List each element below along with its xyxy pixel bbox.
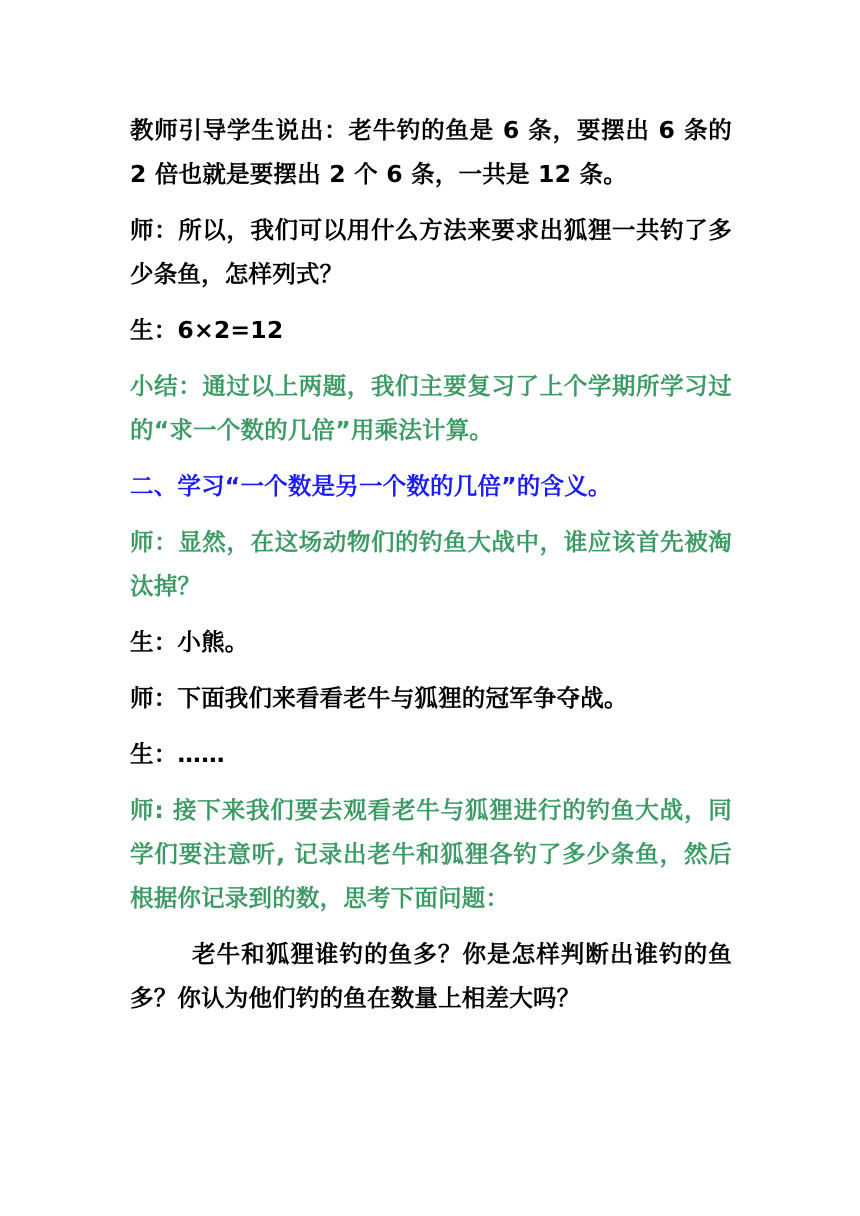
paragraph-questions: 老牛和狐狸谁钓的鱼多？你是怎样判断出谁钓的鱼多？你认为他们钓的鱼在数量上相差大吗？ [130,940,732,1012]
paragraph-teacher-question-method: 师：所以，我们可以用什么方法来要求出狐狸一共钓了多少条鱼，怎样列式？ [130,216,732,288]
paragraph-teacher-instructions: 师: 接下来我们要去观看老牛与狐狸进行的钓鱼大战，同学们要注意听, 记录出老牛和狐狸各钓了多少条鱼，然后根据你记录到的数，思考下面问题： [130,796,732,912]
paragraph-student-bear: 生：小熊。 [130,628,249,656]
section-heading-2: 二、学习“一个数是另一个数的几倍”的含义。 [130,472,612,500]
paragraph-teacher-final: 师：下面我们来看看老牛与狐狸的冠军争夺战。 [130,684,628,712]
paragraph-student-equation: 生：6×2=12 [130,316,284,344]
paragraph-teacher-guidance: 教师引导学生说出：老牛钓的鱼是 6 条，要摆出 6 条的 2 倍也就是要摆出 2 个 6 条，一共是 12 条。 [130,116,732,188]
paragraph-student-ellipsis: 生：…… [130,740,225,768]
document-page [130,108,732,1020]
paragraph-summary: 小结：通过以上两题，我们主要复习了上个学期所学习过的“求一个数的几倍”用乘法计算。 [130,372,732,444]
paragraph-teacher-elimination: 师：显然，在这场动物们的钓鱼大战中，谁应该首先被淘汰掉？ [130,528,732,600]
